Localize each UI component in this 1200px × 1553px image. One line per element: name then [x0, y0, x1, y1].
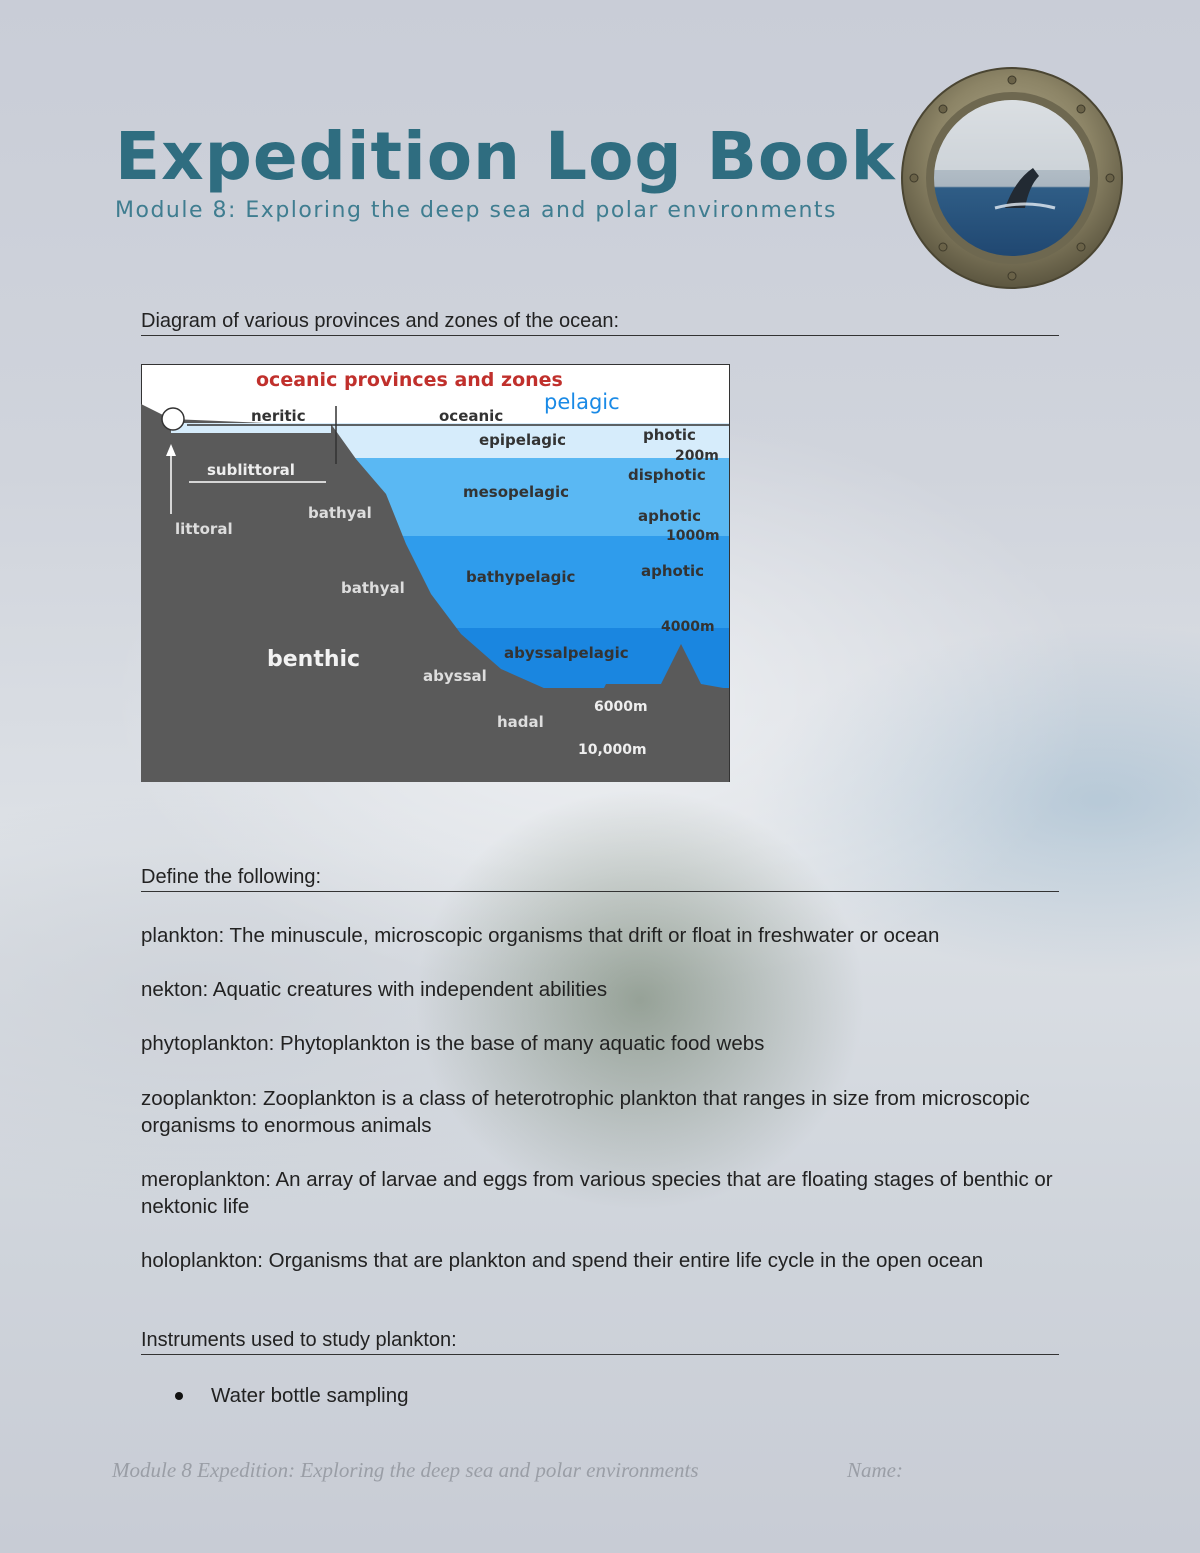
- page-title: Expedition Log Book: [115, 118, 896, 195]
- label-hadal: hadal: [497, 713, 544, 731]
- label-oceanic: oceanic: [439, 407, 504, 425]
- instrument-item: Water bottle sampling: [211, 1384, 409, 1407]
- zone-mesopelagic: mesopelagic: [463, 483, 569, 501]
- instruments-heading: Instruments used to study plankton:: [141, 1329, 1059, 1355]
- light-photic: photic: [643, 426, 696, 444]
- depth-6000: 6000m: [594, 699, 648, 715]
- depth-10000: 10,000m: [578, 742, 647, 758]
- label-sublittoral: sublittoral: [207, 461, 295, 479]
- ocean-zones-diagram: [141, 364, 730, 782]
- definition-holoplankton: holoplankton: Organisms that are plankton and spend their entire life cycle in the open ocean: [141, 1249, 984, 1272]
- diagram-heading: Diagram of various provinces and zones of the ocean:: [141, 310, 1059, 336]
- page-subtitle: Module 8: Exploring the deep sea and polar environments: [115, 198, 837, 223]
- definitions-heading: Define the following:: [141, 866, 1059, 892]
- light-aphotic-2: aphotic: [641, 562, 705, 580]
- diagram-title: oceanic provinces and zones: [256, 369, 563, 391]
- list-item: [175, 1384, 409, 1408]
- definition-nekton: nekton: Aquatic creatures with independent abilities: [141, 978, 608, 1001]
- porthole-whale-image: [900, 66, 1124, 290]
- depth-1000: 1000m: [666, 528, 720, 544]
- light-disphotic: disphotic: [628, 466, 706, 484]
- footer-module: Module 8 Expedition: Exploring the deep sea and polar environments: [112, 1458, 699, 1482]
- zone-bathypelagic: bathypelagic: [466, 568, 576, 586]
- label-littoral: littoral: [175, 520, 233, 538]
- definition-meroplankton: meroplankton: An array of larvae and eggs from various species that are floating stages of benthic or nektonic life: [141, 1168, 1053, 1218]
- label-benthic: benthic: [267, 647, 361, 672]
- depth-4000: 4000m: [661, 619, 715, 635]
- definition-phytoplankton: phytoplankton: Phytoplankton is the base of many aquatic food webs: [141, 1032, 765, 1055]
- footer-name-label: Name:: [847, 1458, 903, 1482]
- definition-zooplankton: zooplankton: Zooplankton is a class of heterotrophic plankton that ranges in size from microscopic organisms to enormous animals: [141, 1087, 1030, 1137]
- zone-epipelagic: epipelagic: [479, 431, 566, 449]
- light-aphotic-1: aphotic: [638, 507, 702, 525]
- label-bathyal-2: bathyal: [341, 579, 405, 597]
- label-abyssal: abyssal: [423, 667, 487, 685]
- label-bathyal-1: bathyal: [308, 504, 372, 522]
- depth-200: 200m: [675, 448, 719, 464]
- label-pelagic: pelagic: [544, 390, 620, 414]
- definition-plankton: plankton: The minuscule, microscopic organisms that drift or float in freshwater or ocean: [141, 924, 940, 947]
- label-neritic: neritic: [251, 407, 306, 425]
- zone-abyssalpelagic: abyssalpelagic: [504, 644, 629, 662]
- bullet-icon: [175, 1392, 183, 1400]
